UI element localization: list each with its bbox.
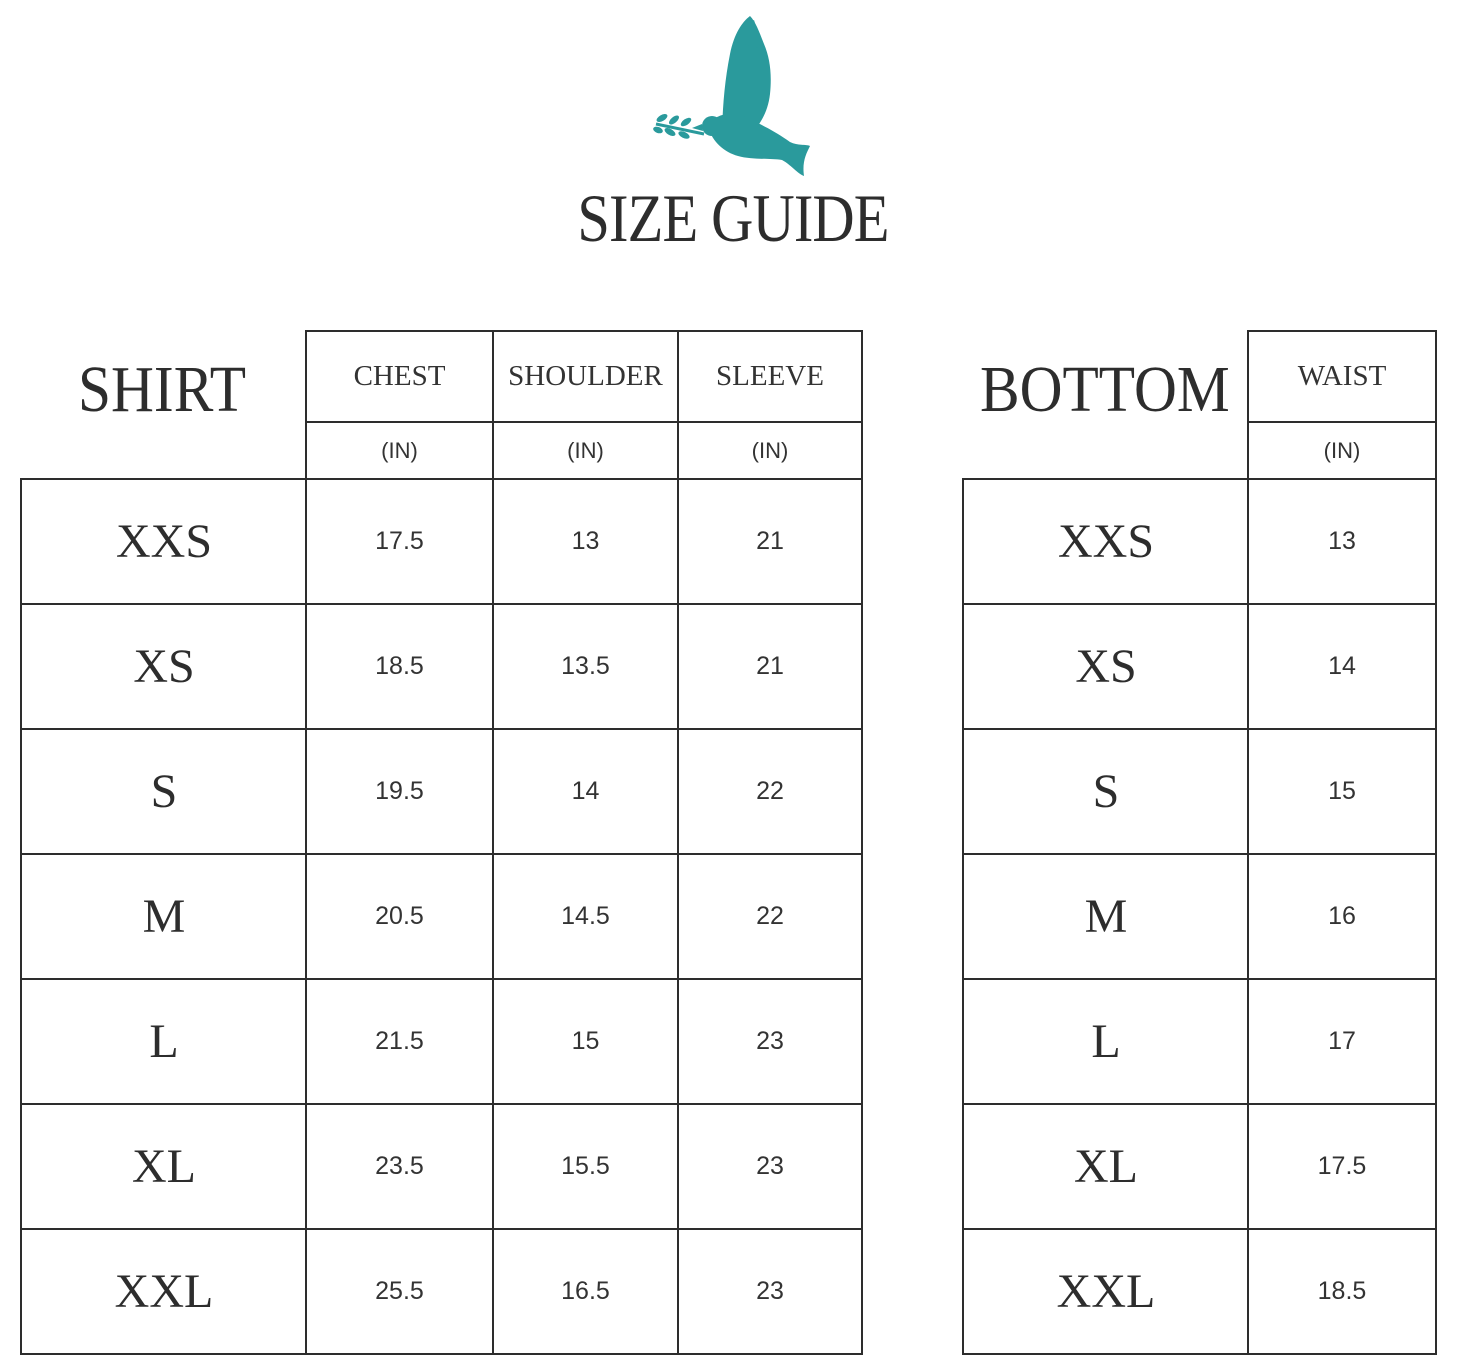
size-label-text: S — [150, 765, 178, 818]
column-header-text: SLEEVE — [716, 360, 824, 392]
size-label — [962, 1228, 1250, 1355]
measurement-cell-text: 14.5 — [561, 902, 610, 930]
measurement-cell-text: 25.5 — [375, 1277, 424, 1305]
measurement-cell — [492, 603, 679, 730]
measurement-cell-text: 16.5 — [561, 1277, 610, 1305]
page-title: SIZE GUIDE — [577, 180, 889, 256]
measurement-cell — [305, 853, 494, 980]
measurement-cell-text: 21 — [756, 652, 784, 680]
measurement-cell-text: 16 — [1328, 902, 1356, 930]
column-header-text: CHEST — [353, 360, 446, 392]
column-unit-text: (IN) — [381, 437, 418, 463]
column-header — [677, 330, 863, 423]
size-label — [20, 478, 308, 605]
measurement-cell-text: 13 — [1328, 527, 1356, 555]
size-label — [20, 978, 308, 1105]
size-label-text: XXS — [1057, 515, 1155, 568]
measurement-cell-text: 14 — [571, 777, 600, 805]
size-label — [20, 853, 308, 980]
measurement-cell — [677, 978, 863, 1105]
column-header-text: WAIST — [1297, 360, 1387, 392]
column-header-text: SHOULDER — [508, 360, 663, 392]
measurement-cell-text: 15.5 — [561, 1152, 610, 1180]
measurement-cell — [1247, 478, 1437, 605]
measurement-cell — [492, 978, 679, 1105]
measurement-cell-text: 17 — [1328, 1027, 1356, 1055]
measurement-cell-text: 15 — [571, 1027, 600, 1055]
size-label-text: XL — [132, 1140, 196, 1193]
measurement-cell — [305, 1228, 494, 1355]
size-label — [20, 1228, 308, 1355]
size-label-text: L — [149, 1015, 179, 1068]
measurement-cell — [677, 603, 863, 730]
column-unit — [305, 421, 494, 480]
size-label — [20, 728, 308, 855]
size-label — [20, 1103, 308, 1230]
bottom-table-title: BOTTOM — [980, 353, 1230, 426]
size-label — [962, 1103, 1250, 1230]
measurement-cell-text: 17.5 — [1317, 1152, 1367, 1180]
measurement-cell — [677, 853, 863, 980]
measurement-cell-text: 13 — [571, 527, 600, 555]
measurement-cell-text: 23 — [756, 1152, 784, 1180]
measurement-cell — [1247, 1103, 1437, 1230]
size-label-text: M — [142, 890, 186, 943]
size-label-text: S — [1092, 765, 1120, 818]
measurement-cell — [1247, 1228, 1437, 1355]
measurement-cell — [677, 1228, 863, 1355]
size-label-text: XS — [133, 640, 195, 693]
measurement-cell-text: 23 — [756, 1027, 784, 1055]
size-label-text: M — [1084, 890, 1128, 943]
column-header — [1247, 330, 1437, 423]
size-label — [20, 603, 308, 730]
size-label-text: XS — [1075, 640, 1137, 693]
size-label — [962, 978, 1250, 1105]
measurement-cell — [1247, 603, 1437, 730]
column-header — [492, 330, 679, 423]
measurement-cell — [305, 728, 494, 855]
measurement-cell-text: 14 — [1328, 652, 1356, 680]
measurement-cell — [677, 1103, 863, 1230]
measurement-cell — [492, 853, 679, 980]
size-label-text: L — [1091, 1015, 1121, 1068]
measurement-cell-text: 17.5 — [375, 527, 424, 555]
measurement-cell-text: 22 — [756, 902, 784, 930]
size-label-text: XXL — [114, 1265, 214, 1318]
size-label — [962, 728, 1250, 855]
column-unit — [492, 421, 679, 480]
size-label — [962, 478, 1250, 605]
dove-with-olive-branch-icon — [652, 14, 814, 184]
measurement-cell-text: 18.5 — [1317, 1277, 1367, 1305]
measurement-cell — [305, 478, 494, 605]
measurement-cell-text: 23.5 — [375, 1152, 424, 1180]
measurement-cell-text: 19.5 — [375, 777, 424, 805]
measurement-cell-text: 21.5 — [375, 1027, 424, 1055]
measurement-cell — [305, 603, 494, 730]
size-label-text: XXS — [115, 515, 213, 568]
measurement-cell-text: 15 — [1328, 777, 1356, 805]
measurement-cell — [1247, 978, 1437, 1105]
measurement-cell — [492, 478, 679, 605]
measurement-cell-text: 20.5 — [375, 902, 424, 930]
measurement-cell-text: 23 — [756, 1277, 784, 1305]
measurement-cell — [492, 728, 679, 855]
measurement-cell — [677, 478, 863, 605]
measurement-cell — [492, 1103, 679, 1230]
measurement-cell — [492, 1228, 679, 1355]
column-header — [305, 330, 494, 423]
measurement-cell — [305, 978, 494, 1105]
shirt-table-title: SHIRT — [78, 353, 247, 426]
size-label — [962, 603, 1250, 730]
size-label-text: XL — [1074, 1140, 1138, 1193]
measurement-cell-text: 13.5 — [561, 652, 610, 680]
measurement-cell — [677, 728, 863, 855]
column-unit-text: (IN) — [567, 437, 604, 463]
measurement-cell — [1247, 853, 1437, 980]
column-unit-text: (IN) — [751, 437, 789, 463]
measurement-cell — [1247, 728, 1437, 855]
column-unit-text: (IN) — [1323, 437, 1361, 463]
measurement-cell — [305, 1103, 494, 1230]
size-label-text: XXL — [1056, 1265, 1156, 1318]
measurement-cell-text: 18.5 — [375, 652, 424, 680]
size-label — [962, 853, 1250, 980]
measurement-cell-text: 22 — [756, 777, 784, 805]
measurement-cell-text: 21 — [756, 527, 784, 555]
column-unit — [677, 421, 863, 480]
column-unit — [1247, 421, 1437, 480]
